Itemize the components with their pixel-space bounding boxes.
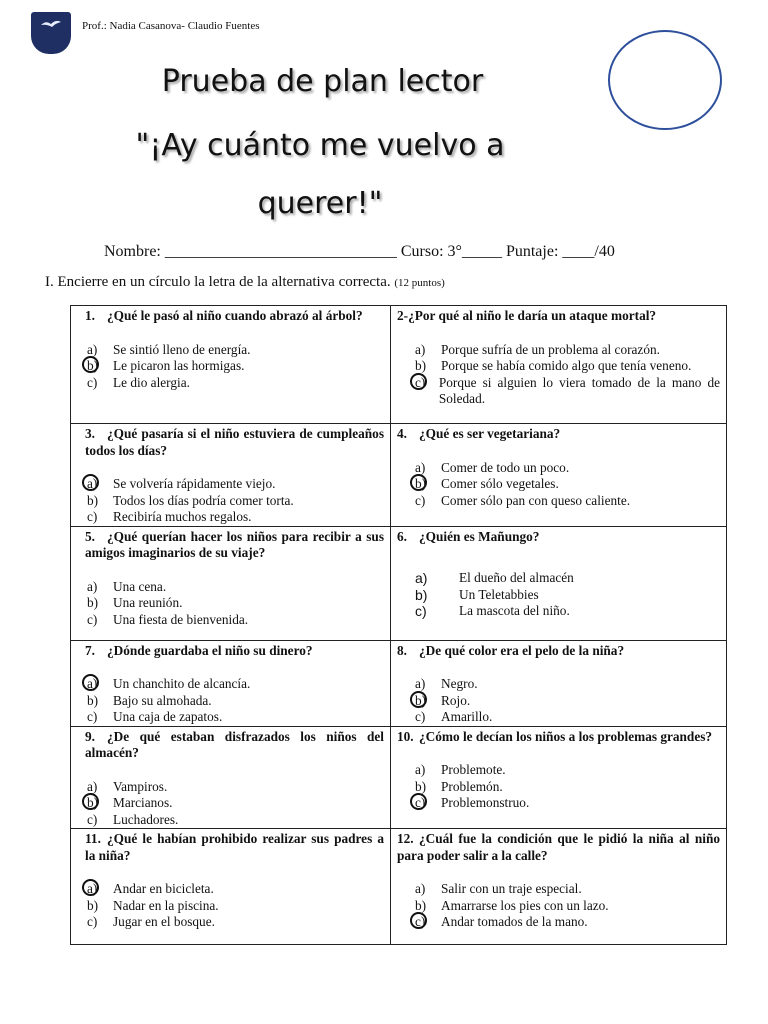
option-text: Comer de todo un poco. [441,459,570,475]
option-text: Una fiesta de bienvenida. [113,611,249,627]
option-text: Porque se había comido algo que tenía veneno. [441,358,692,373]
option-letter: b) [85,358,113,375]
option-a[interactable] [85,579,384,596]
option-letter: a) [87,578,98,594]
option-letter: c) [413,914,441,931]
option-text: Jugar en el bosque. [113,914,215,929]
question-number: 10. [397,728,414,744]
option-text: El dueño del almacén [459,570,574,585]
option-text: Andar tomados de la mano. [441,914,588,929]
option-text: Comer sólo vegetales. [441,476,559,491]
option-b[interactable] [85,693,384,710]
question-prompt: ¿De qué color era el pelo de la niña? [419,642,625,658]
answer-circle-mark [82,793,99,810]
option-c[interactable] [85,375,384,392]
option-text: Le dio alergia. [113,374,190,390]
option-text: Amarrarse los pies con un lazo. [441,897,609,913]
option-b[interactable] [413,587,720,604]
question-text [85,643,384,660]
option-c[interactable] [413,603,720,620]
question-row [71,829,727,945]
option-a[interactable] [85,342,384,359]
option-text: Un chanchito de alcancía. [113,676,251,691]
option-a[interactable] [85,779,384,796]
option-b[interactable] [85,595,384,612]
option-letter: a) [415,762,426,777]
option-text: Porque sufría de un problema al corazón. [441,341,660,357]
option-c[interactable] [85,709,384,726]
question-text [397,729,720,746]
option-a[interactable] [413,881,720,898]
option-c[interactable] [85,914,384,931]
option-letter: c) [87,509,98,524]
option-letter: c) [413,375,439,392]
option-letter: c) [415,603,427,619]
question-number: 4. [397,426,407,441]
option-letter: a) [87,341,98,357]
question-number: 7. [85,642,95,658]
option-c[interactable] [413,375,720,408]
bird-icon [40,18,62,30]
question-prompt: ¿Quién es Mañungo? [419,528,540,544]
option-a[interactable] [85,476,384,493]
answer-circle-mark [82,879,99,896]
question-number: 2- [397,308,409,323]
question-cell [391,306,727,424]
option-text: La mascota del niño. [459,603,570,618]
options-list [397,570,720,620]
option-letter: b) [413,476,441,493]
option-letter: b) [415,778,427,794]
option-c[interactable] [85,812,384,829]
option-letter: c) [415,492,426,508]
option-b[interactable] [413,693,720,710]
questions-table [70,305,727,945]
question-cell [71,424,391,527]
option-letter: c) [87,611,98,627]
professors-line: Prof.: Nadia Casanova- Claudio Fuentes [82,20,260,32]
option-b[interactable] [85,358,384,375]
option-text: Rojo. [441,692,471,708]
question-number: 3. [85,426,95,441]
question-cell [71,726,391,829]
option-letter: a) [415,341,426,357]
option-b[interactable] [85,795,384,812]
option-a[interactable] [413,676,720,693]
question-cell [71,640,391,726]
question-prompt: ¿Qué le pasó al niño cuando abrazó al árbol? [107,308,363,323]
school-logo [31,12,71,54]
question-number: 9. [85,728,95,744]
option-text: Vampiros. [113,778,168,794]
option-text: Negro. [441,676,478,691]
option-b[interactable] [413,358,720,375]
options-list [85,476,384,526]
answer-circle-mark [410,691,427,708]
option-letter: c) [413,795,441,812]
question-cell [391,526,727,640]
option-c[interactable] [413,795,720,812]
option-a[interactable] [413,570,720,587]
question-text [397,831,720,864]
option-text: Una reunión. [113,595,183,610]
question-row [71,424,727,527]
question-prompt: ¿De qué estaban disfrazados los niños del almacén? [85,728,384,760]
instruction-text: I. Encierre en un círculo la letra de la alternativa correcta. [45,274,395,290]
option-c[interactable] [413,914,720,931]
option-text: Un Teletabbies [459,586,539,602]
question-number: 8. [397,642,407,658]
option-b[interactable] [413,779,720,796]
question-prompt: ¿Qué querían hacer los niños para recibir a sus amigos imaginarios de su viaje? [85,528,384,560]
option-letter: a) [415,570,428,586]
option-c[interactable] [413,709,720,726]
option-letter: a) [85,676,113,693]
question-cell [391,424,727,527]
question-cell [391,829,727,945]
answer-circle-mark [82,674,99,691]
question-prompt: ¿Qué le habían prohibido realizar sus padres a la niña? [85,831,384,863]
option-letter: a) [415,459,426,475]
question-number: 1. [85,308,95,323]
option-letter: c) [87,914,98,929]
option-text: Problemote. [441,762,506,777]
option-text: Comer sólo pan con queso caliente. [441,492,631,508]
answer-circle-mark [410,793,427,810]
question-cell [71,306,391,424]
instruction [45,274,445,291]
option-a[interactable] [413,342,720,359]
option-letter: b) [87,897,99,913]
option-letter: b) [87,692,99,708]
option-text: Problemón. [441,778,503,794]
answer-circle-mark [410,474,427,491]
question-text [85,529,384,562]
option-a[interactable] [413,460,720,477]
option-text: Una caja de zapatos. [113,709,223,724]
option-text: Le picaron las hormigas. [113,358,245,373]
option-letter: c) [87,709,98,724]
option-text: Luchadores. [113,811,179,827]
question-cell [391,640,727,726]
option-letter: b) [415,586,428,603]
question-cell [391,726,727,829]
question-row [71,306,727,424]
option-a[interactable] [413,762,720,779]
option-letter: b) [87,492,99,508]
option-text: Una cena. [113,578,167,594]
instruction-points: (12 puntos) [394,277,445,289]
option-b[interactable] [85,493,384,510]
options-list [85,779,384,829]
answer-circle-mark [82,474,99,491]
question-prompt: ¿Dónde guardaba el niño su dinero? [107,642,313,658]
option-text: Todos los días podría comer torta. [113,492,294,508]
option-c[interactable] [85,612,384,629]
option-text: Amarillo. [441,709,493,724]
answer-circle-mark [410,373,427,390]
question-row [71,726,727,829]
question-text [397,308,720,325]
option-text: Andar en bicicleta. [113,881,214,896]
option-letter: a) [415,676,426,691]
options-list [397,676,720,726]
question-text [397,426,720,443]
student-info-line: Nombre: _____________________________ Curso: 3°_____ Puntaje: ____/40 [104,243,615,260]
question-number: 6. [397,528,407,544]
option-b[interactable] [85,898,384,915]
question-cell [71,526,391,640]
question-prompt: ¿Qué es ser vegetariana? [419,426,561,441]
question-text [397,529,720,546]
option-letter: c) [87,811,98,827]
question-prompt: ¿Por qué al niño le daría un ataque mortal? [408,308,657,323]
question-prompt: ¿Cómo le decían los niños a los problemas grandes? [419,728,713,744]
option-letter: a) [85,881,113,898]
option-letter: a) [415,881,426,896]
question-cell [71,829,391,945]
book-title-line-2: querer!" [257,186,383,221]
question-text [85,831,384,864]
question-prompt: ¿Qué pasaría si el niño estuviera de cumpleaños todos los días? [85,426,384,458]
option-a[interactable] [85,881,384,898]
answer-circle-mark [410,912,427,929]
answer-circle-mark [82,356,99,373]
question-number: 11. [85,831,101,846]
option-text: Salir con un traje especial. [441,881,582,896]
option-letter: b) [85,795,113,812]
question-row [71,526,727,640]
option-b[interactable] [413,476,720,493]
options-list [397,762,720,812]
option-text: Marcianos. [113,795,173,810]
option-letter: c) [415,709,426,724]
option-letter: b) [413,693,441,710]
book-title-line-1: "¡Ay cuánto me vuelvo a [135,128,505,163]
option-text: Se volvería rápidamente viejo. [113,476,276,491]
option-a[interactable] [85,676,384,693]
question-number: 12. [397,831,414,846]
options-list [397,342,720,408]
option-text: Bajo su almohada. [113,692,212,708]
option-text: Problemonstruo. [441,795,530,810]
option-letter: a) [87,778,98,794]
option-b[interactable] [413,898,720,915]
question-row [71,640,727,726]
option-text: Se sintió lleno de energía. [113,341,251,357]
option-c[interactable] [413,493,720,510]
options-list [397,460,720,510]
question-text [397,643,720,660]
question-prompt: ¿Cuál fue la condición que le pidió la niña al niño para poder salir a la calle? [397,831,720,863]
options-list [85,676,384,726]
question-number: 5. [85,528,95,544]
option-letter: a) [85,476,113,493]
option-text: Recibiría muchos regalos. [113,509,252,524]
options-list [397,881,720,931]
options-list [85,881,384,931]
option-letter: b) [415,897,427,913]
option-letter: b) [87,595,99,610]
option-letter: c) [87,374,98,390]
question-text [85,308,384,325]
question-text [85,426,384,459]
option-text: Nadar en la piscina. [113,897,219,913]
page-title: Prueba de plan lector [161,64,484,99]
option-letter: b) [415,358,427,373]
options-list [85,342,384,392]
option-c[interactable] [85,509,384,526]
question-text [85,729,384,762]
options-list [85,579,384,629]
option-text: Porque si alguien lo viera tomado de la mano de Soledad. [438,374,720,406]
